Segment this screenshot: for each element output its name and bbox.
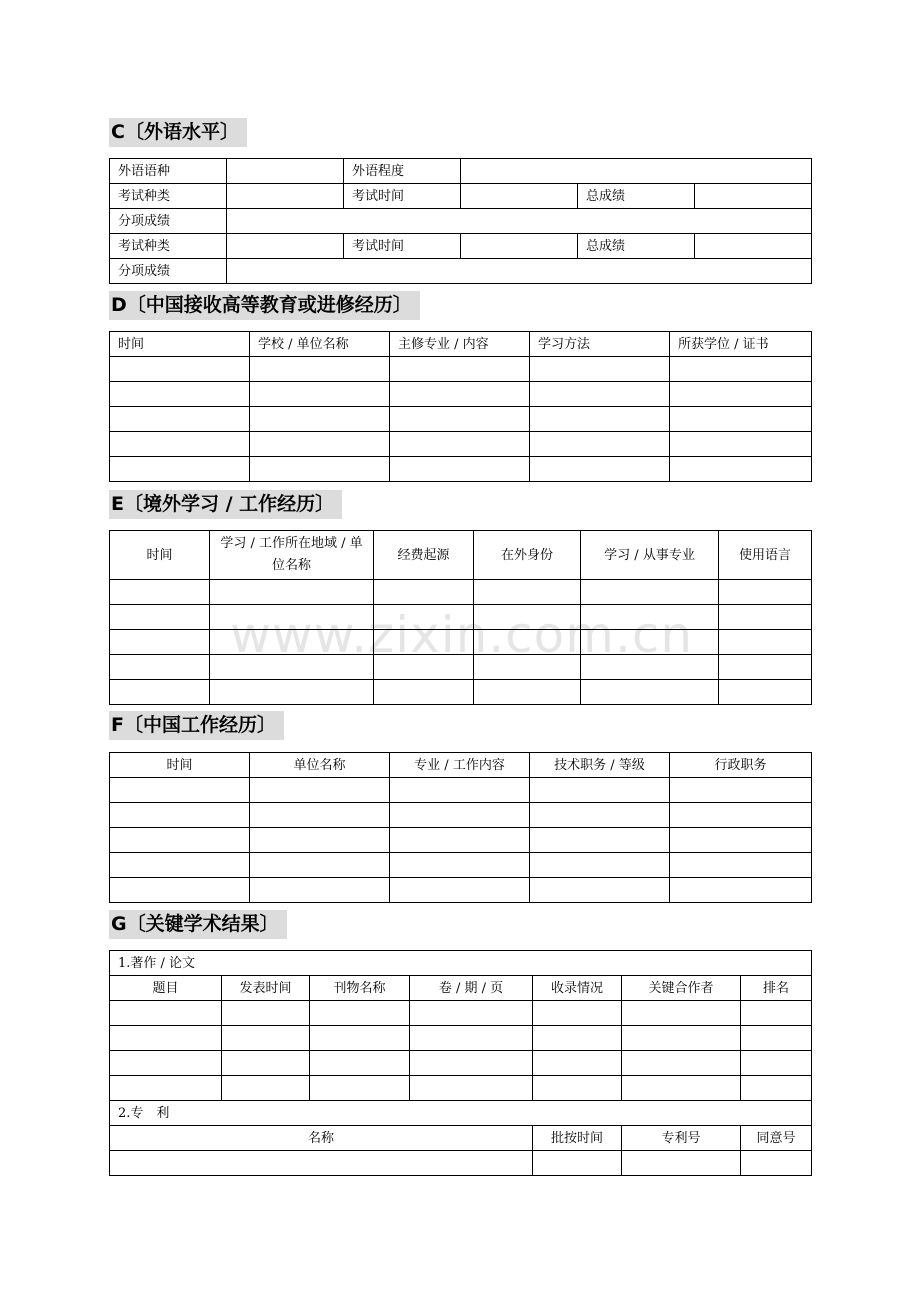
cell[interactable] bbox=[250, 778, 390, 803]
cell[interactable] bbox=[110, 457, 250, 482]
watermark: www.zixin.com.cn bbox=[230, 606, 694, 664]
header-publish-time: 发表时间 bbox=[222, 976, 310, 1001]
cell[interactable] bbox=[530, 407, 670, 432]
table-row bbox=[110, 1101, 812, 1126]
cell[interactable] bbox=[110, 407, 250, 432]
cell[interactable] bbox=[530, 357, 670, 382]
header-row bbox=[110, 976, 812, 1001]
header-coauthors: 关键合作者 bbox=[622, 976, 741, 1001]
table-row bbox=[110, 407, 812, 432]
exam-time-field[interactable] bbox=[461, 234, 578, 259]
works-label: 1.著作 / 论文 bbox=[110, 951, 812, 976]
header-approval-time: 批按时间 bbox=[533, 1126, 622, 1151]
cell[interactable] bbox=[741, 1051, 812, 1076]
header-status: 在外身份 bbox=[474, 531, 581, 580]
sub-scores-field[interactable] bbox=[227, 259, 812, 284]
cell[interactable] bbox=[110, 605, 210, 630]
cell[interactable] bbox=[210, 680, 374, 705]
table-row bbox=[110, 630, 812, 655]
cell[interactable] bbox=[390, 407, 530, 432]
header-work-content: 专业 / 工作内容 bbox=[390, 753, 530, 778]
cell[interactable] bbox=[110, 803, 250, 828]
cell[interactable] bbox=[670, 457, 812, 482]
cell[interactable] bbox=[719, 630, 812, 655]
header-consent-number: 同意号 bbox=[741, 1126, 812, 1151]
cell[interactable] bbox=[719, 655, 812, 680]
table-row bbox=[110, 159, 812, 184]
header-patent-name: 名称 bbox=[110, 1126, 533, 1151]
cell[interactable] bbox=[474, 580, 581, 605]
cell[interactable] bbox=[741, 1076, 812, 1101]
label-exam-type: 考试种类 bbox=[110, 234, 227, 259]
table-row bbox=[110, 184, 812, 209]
cell[interactable] bbox=[374, 630, 474, 655]
cell[interactable] bbox=[581, 630, 719, 655]
table-row bbox=[110, 234, 812, 259]
cell[interactable] bbox=[374, 655, 474, 680]
cell[interactable] bbox=[110, 580, 210, 605]
cell[interactable] bbox=[670, 803, 812, 828]
cell[interactable] bbox=[719, 580, 812, 605]
cell[interactable] bbox=[210, 655, 374, 680]
label-sub-scores: 分项成绩 bbox=[110, 259, 227, 284]
overseas-experience-table bbox=[109, 530, 812, 705]
cell[interactable] bbox=[110, 680, 210, 705]
cell[interactable] bbox=[474, 680, 581, 705]
table-row bbox=[110, 1076, 812, 1101]
cell[interactable] bbox=[719, 605, 812, 630]
cell[interactable] bbox=[530, 828, 670, 853]
label-exam-time: 考试时间 bbox=[344, 234, 461, 259]
label-lang-level: 外语程度 bbox=[344, 159, 461, 184]
table-row bbox=[110, 951, 812, 976]
cell[interactable] bbox=[670, 828, 812, 853]
cell[interactable] bbox=[530, 778, 670, 803]
academic-results-table bbox=[109, 950, 812, 1176]
header-school: 学校 / 单位名称 bbox=[250, 332, 390, 357]
cell[interactable] bbox=[530, 382, 670, 407]
cell[interactable] bbox=[670, 382, 812, 407]
table-row bbox=[110, 828, 812, 853]
cell[interactable] bbox=[530, 432, 670, 457]
header-rank: 排名 bbox=[741, 976, 812, 1001]
cell[interactable] bbox=[110, 432, 250, 457]
cell[interactable] bbox=[110, 1076, 222, 1101]
table-row bbox=[110, 853, 812, 878]
header-volume: 卷 / 期 / 页 bbox=[410, 976, 533, 1001]
table-row bbox=[110, 878, 812, 903]
cell[interactable] bbox=[374, 680, 474, 705]
cell[interactable] bbox=[390, 432, 530, 457]
cell[interactable] bbox=[250, 357, 390, 382]
cell[interactable] bbox=[622, 1076, 741, 1101]
cell[interactable] bbox=[410, 1001, 533, 1026]
cell[interactable] bbox=[670, 432, 812, 457]
cell[interactable] bbox=[474, 605, 581, 630]
header-row bbox=[110, 1126, 812, 1151]
header-admin-title: 行政职务 bbox=[670, 753, 812, 778]
label-exam-time: 考试时间 bbox=[344, 184, 461, 209]
cell[interactable] bbox=[741, 1026, 812, 1051]
table-row bbox=[110, 655, 812, 680]
cell[interactable] bbox=[390, 457, 530, 482]
header-indexed: 收录情况 bbox=[533, 976, 622, 1001]
section-g-title: G〔关键学术结果〕 bbox=[109, 910, 287, 939]
header-tech-title: 技术职务 / 等级 bbox=[530, 753, 670, 778]
cell[interactable] bbox=[110, 828, 250, 853]
table-row bbox=[110, 1151, 812, 1176]
header-funding: 经费起源 bbox=[374, 531, 474, 580]
header-row bbox=[110, 332, 812, 357]
cell[interactable] bbox=[410, 1076, 533, 1101]
section-e-title: E〔境外学习 / 工作经历〕 bbox=[109, 490, 342, 519]
cell[interactable] bbox=[110, 655, 210, 680]
domestic-work-table bbox=[109, 752, 812, 903]
table-row bbox=[110, 1051, 812, 1076]
cell[interactable] bbox=[581, 680, 719, 705]
cell[interactable] bbox=[581, 655, 719, 680]
cell[interactable] bbox=[622, 1051, 741, 1076]
header-patent-number: 专利号 bbox=[622, 1126, 741, 1151]
cell[interactable] bbox=[410, 1051, 533, 1076]
cell[interactable] bbox=[210, 605, 374, 630]
cell[interactable] bbox=[374, 580, 474, 605]
domestic-education-table bbox=[109, 331, 812, 482]
label-total-score: 总成绩 bbox=[578, 234, 695, 259]
cell[interactable] bbox=[110, 853, 250, 878]
cell[interactable] bbox=[622, 1026, 741, 1051]
cell[interactable] bbox=[581, 580, 719, 605]
exam-type-field[interactable] bbox=[227, 184, 344, 209]
cell[interactable] bbox=[222, 1026, 310, 1051]
lang-type-field[interactable] bbox=[227, 159, 344, 184]
cell[interactable] bbox=[110, 630, 210, 655]
table-row bbox=[110, 605, 812, 630]
cell[interactable] bbox=[310, 1051, 410, 1076]
lang-level-field[interactable] bbox=[461, 159, 812, 184]
header-location: 学习 / 工作所在地域 / 单位名称 bbox=[210, 531, 374, 580]
header-language: 使用语言 bbox=[719, 531, 812, 580]
cell[interactable] bbox=[250, 853, 390, 878]
cell[interactable] bbox=[530, 457, 670, 482]
table-row bbox=[110, 803, 812, 828]
cell[interactable] bbox=[530, 878, 670, 903]
section-d-title: D〔中国接收高等教育或进修经历〕 bbox=[109, 291, 420, 320]
cell[interactable] bbox=[390, 828, 530, 853]
cell[interactable] bbox=[210, 580, 374, 605]
cell[interactable] bbox=[390, 382, 530, 407]
table-row bbox=[110, 680, 812, 705]
cell[interactable] bbox=[622, 1001, 741, 1026]
cell[interactable] bbox=[581, 605, 719, 630]
cell[interactable] bbox=[410, 1026, 533, 1051]
total-score-field[interactable] bbox=[695, 184, 812, 209]
table-row bbox=[110, 1001, 812, 1026]
cell[interactable] bbox=[390, 803, 530, 828]
label-exam-type: 考试种类 bbox=[110, 184, 227, 209]
cell[interactable] bbox=[210, 630, 374, 655]
cell[interactable] bbox=[110, 1151, 533, 1176]
header-time: 时间 bbox=[110, 332, 250, 357]
cell[interactable] bbox=[250, 803, 390, 828]
header-title: 题目 bbox=[110, 976, 222, 1001]
exam-type-field[interactable] bbox=[227, 234, 344, 259]
cell[interactable] bbox=[390, 878, 530, 903]
cell[interactable] bbox=[110, 1051, 222, 1076]
header-row bbox=[110, 753, 812, 778]
table-row bbox=[110, 457, 812, 482]
table-row bbox=[110, 357, 812, 382]
foreign-language-table bbox=[109, 158, 812, 284]
cell[interactable] bbox=[533, 1076, 622, 1101]
cell[interactable] bbox=[250, 432, 390, 457]
label-sub-scores: 分项成绩 bbox=[110, 209, 227, 234]
cell[interactable] bbox=[390, 357, 530, 382]
cell[interactable] bbox=[250, 828, 390, 853]
exam-time-field[interactable] bbox=[461, 184, 578, 209]
cell[interactable] bbox=[670, 357, 812, 382]
cell[interactable] bbox=[533, 1001, 622, 1026]
cell[interactable] bbox=[110, 878, 250, 903]
cell[interactable] bbox=[310, 1001, 410, 1026]
cell[interactable] bbox=[741, 1001, 812, 1026]
cell[interactable] bbox=[622, 1151, 741, 1176]
table-row bbox=[110, 259, 812, 284]
cell[interactable] bbox=[719, 680, 812, 705]
cell[interactable] bbox=[670, 878, 812, 903]
cell[interactable] bbox=[110, 1026, 222, 1051]
table-row bbox=[110, 209, 812, 234]
label-total-score: 总成绩 bbox=[578, 184, 695, 209]
label-lang-type: 外语语种 bbox=[110, 159, 227, 184]
cell[interactable] bbox=[110, 357, 250, 382]
cell[interactable] bbox=[474, 655, 581, 680]
cell[interactable] bbox=[670, 407, 812, 432]
header-degree: 所获学位 / 证书 bbox=[670, 332, 812, 357]
cell[interactable] bbox=[390, 853, 530, 878]
cell[interactable] bbox=[222, 1076, 310, 1101]
cell[interactable] bbox=[310, 1076, 410, 1101]
cell[interactable] bbox=[741, 1151, 812, 1176]
cell[interactable] bbox=[530, 803, 670, 828]
cell[interactable] bbox=[390, 778, 530, 803]
cell[interactable] bbox=[374, 605, 474, 630]
header-journal: 刊物名称 bbox=[310, 976, 410, 1001]
cell[interactable] bbox=[310, 1026, 410, 1051]
cell[interactable] bbox=[222, 1001, 310, 1026]
cell[interactable] bbox=[110, 1001, 222, 1026]
cell[interactable] bbox=[474, 630, 581, 655]
cell[interactable] bbox=[533, 1151, 622, 1176]
total-score-field[interactable] bbox=[695, 234, 812, 259]
cell[interactable] bbox=[670, 778, 812, 803]
section-f-title: F〔中国工作经历〕 bbox=[109, 711, 284, 740]
cell[interactable] bbox=[530, 853, 670, 878]
cell[interactable] bbox=[533, 1051, 622, 1076]
table-row bbox=[110, 382, 812, 407]
header-time: 时间 bbox=[110, 531, 210, 580]
cell[interactable] bbox=[533, 1026, 622, 1051]
cell[interactable] bbox=[110, 382, 250, 407]
table-row bbox=[110, 778, 812, 803]
table-row bbox=[110, 1026, 812, 1051]
header-field: 学习 / 从事专业 bbox=[581, 531, 719, 580]
header-study-method: 学习方法 bbox=[530, 332, 670, 357]
section-c-title: C〔外语水平〕 bbox=[109, 118, 247, 147]
header-employer: 单位名称 bbox=[250, 753, 390, 778]
patents-label: 2.专 利 bbox=[110, 1101, 812, 1126]
table-row bbox=[110, 580, 812, 605]
cell[interactable] bbox=[250, 382, 390, 407]
header-row bbox=[110, 531, 812, 580]
cell[interactable] bbox=[670, 853, 812, 878]
cell[interactable] bbox=[110, 778, 250, 803]
sub-scores-field[interactable] bbox=[227, 209, 812, 234]
cell[interactable] bbox=[250, 457, 390, 482]
cell[interactable] bbox=[222, 1051, 310, 1076]
table-row bbox=[110, 432, 812, 457]
cell[interactable] bbox=[250, 878, 390, 903]
header-time: 时间 bbox=[110, 753, 250, 778]
header-major: 主修专业 / 内容 bbox=[390, 332, 530, 357]
cell[interactable] bbox=[250, 407, 390, 432]
